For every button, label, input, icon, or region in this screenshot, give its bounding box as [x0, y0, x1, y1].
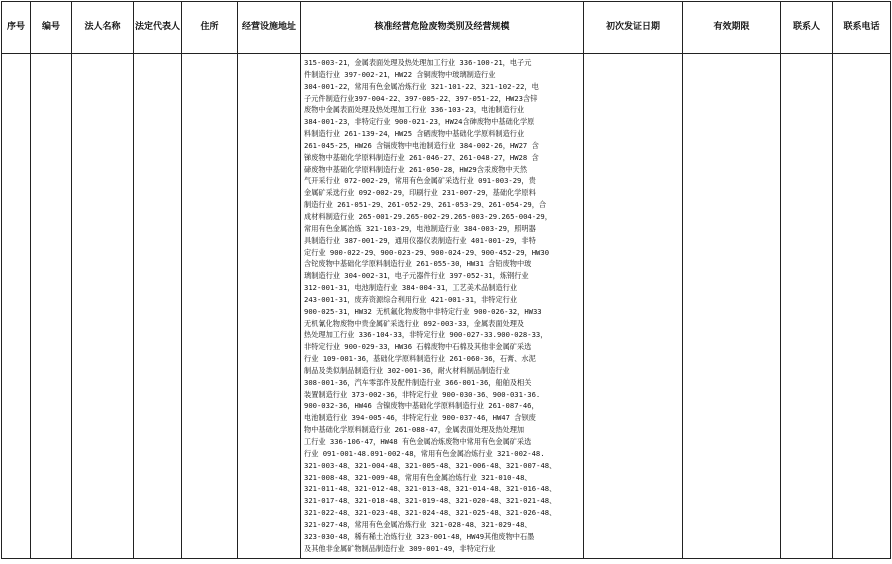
scope-line: 成材料制造行业 265-001-29.265-002-29.265-003-29.265-004-29，	[304, 211, 552, 221]
scope-line: 装置制造行业 373-002-36，非特定行业 900-030-36、900-031-36.	[304, 389, 541, 399]
scope-line: 非特定行业 900-029-33，HW36 石棉废物中石棉及其他非金属矿采选	[304, 342, 532, 352]
scope-line: 制造行业 261-051-29、261-052-29、261-053-29、261-054-29，合	[304, 200, 547, 210]
scope-line: 312-001-31，电池制造行业 384-004-31，工艺美术品制造行业	[304, 283, 518, 293]
cell-first-issue-date	[584, 54, 683, 559]
scope-line: 热处理加工行业 336-104-33，非特定行业 900-027-33.900-028-33，	[304, 330, 548, 340]
scope-line: 含铊废物中基础化学原料制造行业 261-055-30，HW31 含铅废物中玻	[304, 259, 532, 269]
license-table	[1, 1, 891, 559]
scope-line: 321-011-48、321-012-48、321-013-48、321-014-48、321-016-48、	[304, 484, 557, 494]
scope-line: 无机氰化物废物中贵金属矿采选行业 092-003-33，金属表面处理及	[304, 318, 525, 328]
cell-legal-name	[72, 54, 134, 559]
scope-line: 锑废物中基础化学原料制造行业 261-046-27、261-048-27，HW28 含	[304, 152, 539, 162]
header-phone: 联系电话	[833, 2, 891, 54]
cell-facility-address	[238, 54, 301, 559]
scope-line: 900-032-36，HW46 含镍废物中基础化学原料制造行业 261-087-46，	[304, 401, 539, 411]
scope-line: 碲废物中基础化学原料制造行业 261-050-28，HW29含汞废物中天然	[304, 164, 528, 174]
scope-line: 料制造行业 261-139-24，HW25 含硒废物中基础化学原料制造行业	[304, 129, 525, 139]
scope-text	[301, 54, 583, 558]
cell-phone	[833, 54, 891, 559]
scope-line: 261-045-25，HW26 含镉废物中电池制造行业 384-002-26，HW27 含	[304, 140, 539, 150]
header-seq: 序号	[2, 2, 31, 54]
scope-line: 900-025-31，HW32 无机氟化物废物中非特定行业 900-026-32，HW33	[304, 306, 542, 316]
scope-line: 321-022-48、321-023-48、321-024-48、321-025-48、321-026-48、	[304, 508, 557, 518]
scope-line: 321-017-48、321-018-48、321-019-48、321-020-48、321-021-48、	[304, 496, 557, 506]
scope-line: 321-027-48，常用有色金属冶炼行业 321-028-48、321-029-48、	[304, 519, 532, 529]
scope-line: 制品及类似制品制造行业 302-001-36，耐火材料制品制造行业	[304, 365, 510, 375]
cell-scope	[301, 54, 584, 559]
header-code: 编号	[31, 2, 72, 54]
scope-line: 定行业 900-022-29、900-023-29、900-024-29、900-452-29，HW30	[304, 247, 550, 257]
header-address: 住所	[182, 2, 238, 54]
scope-line: 璃制造行业 304-002-31，电子元器件行业 397-052-31，炼钢行业	[304, 271, 529, 281]
scope-line: 323-030-48，稀有稀土冶炼行业 323-001-48，HW49其他废物中石墨	[304, 531, 535, 541]
cell-seq	[2, 54, 31, 559]
cell-address	[182, 54, 238, 559]
scope-line: 常用有色金属冶炼 321-103-29，电池制造行业 384-003-29，照明器	[304, 223, 536, 233]
scope-line: 243-001-31，废弃资源综合利用行业 421-001-31，非特定行业	[304, 294, 518, 304]
scope-line: 304-001-22，常用有色金属冶炼行业 321-101-22、321-102-22，电	[304, 81, 539, 91]
header-row	[2, 2, 891, 54]
scope-line: 具制造行业 387-001-29，通用仪器仪表制造行业 401-001-29，非特	[304, 235, 536, 245]
scope-line: 气开采行业 072-002-29，常用有色金属矿采选行业 091-003-29，贵	[304, 176, 536, 186]
cell-contact	[781, 54, 833, 559]
scope-line: 金属矿采选行业 092-002-29，印刷行业 231-007-29，基础化学原料	[304, 188, 536, 198]
cell-legal-rep	[134, 54, 182, 559]
header-validity: 有效期限	[683, 2, 781, 54]
scope-line: 工行业 336-106-47，HW48 有色金属冶炼废物中常用有色金属矿采选	[304, 437, 532, 446]
cell-validity	[683, 54, 781, 559]
scope-line: 308-001-36，汽车零部件及配件制造行业 366-001-36，船舶及相关	[304, 377, 532, 387]
scope-line: 行业 091-001-48.091-002-48，常用有色金属冶炼行业 321-002-48.	[304, 448, 545, 458]
scope-line: 384-001-23，非特定行业 900-021-23，HW24含砷废物中基础化学原	[304, 117, 535, 127]
scope-line: 废物中金属表面处理及热处理加工行业 336-103-23，电池制造行业	[304, 105, 525, 115]
scope-line: 315-003-21，金属表面处理及热处理加工行业 336-100-21，电子元	[304, 58, 532, 67]
header-contact: 联系人	[781, 2, 833, 54]
scope-line: 行业 109-001-36，基础化学原料制造行业 261-060-36，石膏、水泥	[304, 354, 536, 364]
header-first-issue-date: 初次发证日期	[584, 2, 683, 54]
table-row	[2, 54, 891, 559]
scope-line: 321-003-48、321-004-48、321-005-48、321-006-48、321-007-48、	[304, 460, 557, 470]
scope-line: 及其他非金属矿物制品制造行业 309-001-49，非特定行业	[304, 543, 496, 553]
header-scope: 核准经营危险废物类别及经营规模	[301, 2, 584, 54]
cell-code	[31, 54, 72, 559]
scope-line: 子元件制造行业397-004-22、397-005-22、397-051-22，HW23含锌	[304, 93, 538, 103]
scope-line: 件制造行业 397-002-21，HW22 含铜废物中玻璃制造行业	[304, 69, 496, 79]
header-facility-address: 经营设施地址	[238, 2, 301, 54]
scope-line: 321-008-48、321-009-48，常用有色金属冶炼行业 321-010-48、	[304, 472, 532, 482]
header-legal-name: 法人名称	[72, 2, 134, 54]
scope-line: 电池制造行业 394-005-46，非特定行业 900-037-46，HW47 含钡废	[304, 413, 536, 423]
header-legal-rep: 法定代表人	[134, 2, 182, 54]
scope-line: 物中基础化学原料制造行业 261-088-47，金属表面处理及热处理加	[304, 425, 525, 435]
